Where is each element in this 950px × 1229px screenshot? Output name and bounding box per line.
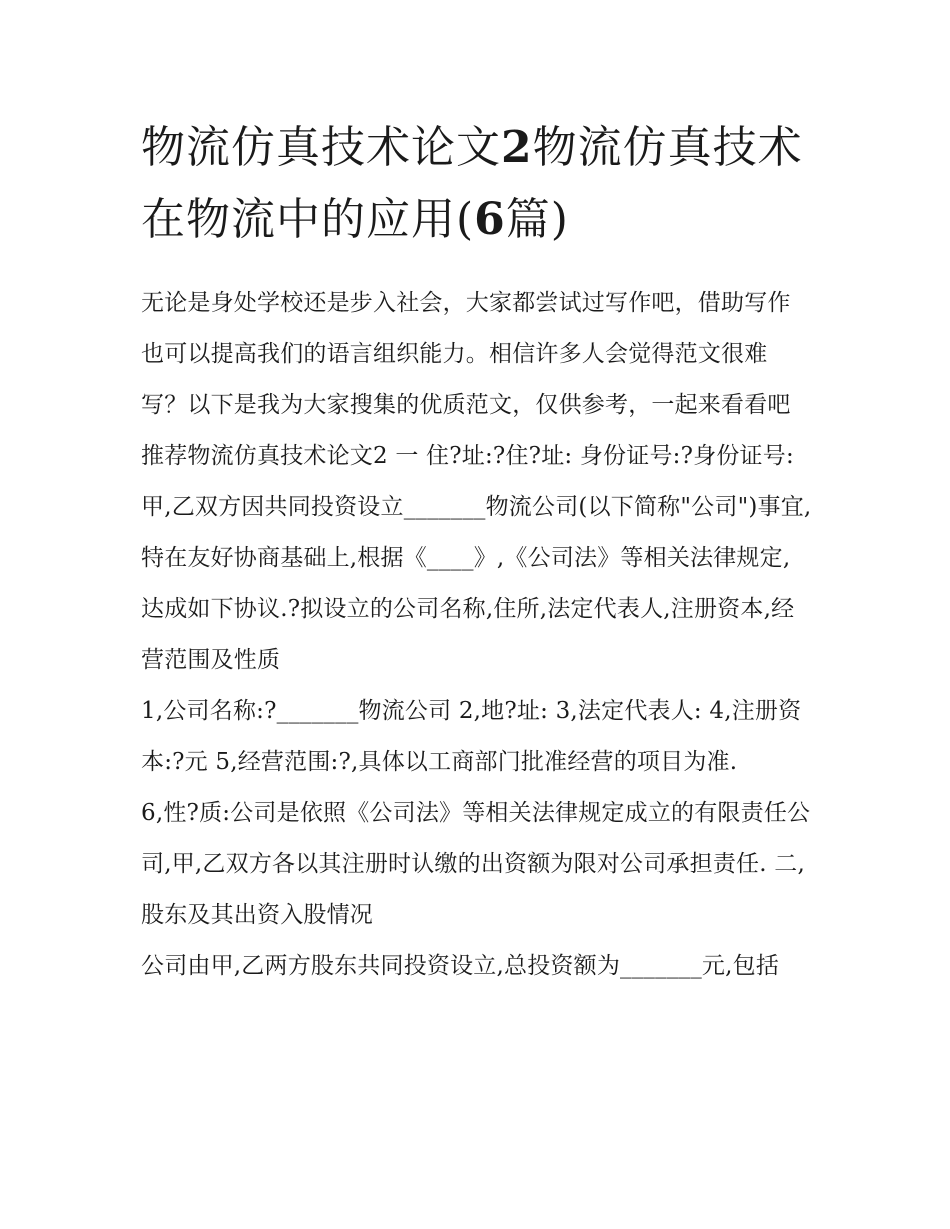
paragraph-intro: 无论是身处学校还是步入社会，大家都尝试过写作吧，借助写作也可以提高我们的语言组织能力。相信许多人会觉得范文很难写？以下是我为大家搜集的优质范文，仅供参考，一起来看看吧 (141, 290, 791, 418)
paragraph-investment: 公司由甲,乙两方股东共同投资设立,总投资额为_______元,包括 (141, 953, 780, 979)
paragraph-company-details: 1,公司名称:?_______物流公司 2,地?址: 3,法定代表人: 4,注册资本:?元 5,经营范围:?,具体以工商部门批准经营的项目为准. (141, 698, 802, 775)
document-page (141, 112, 813, 992)
paragraph-agreement-preamble: 甲,乙双方因共同投资设立_______物流公司(以下简称"公司")事宜,特在友好协商基础上,根据《____》,《公司法》等相关法律规定,达成如下协议.?拟设立的公司名称,住所,法定代表人,注册资本,经营范围及性质 (141, 494, 812, 673)
paragraph-recommend: 推荐物流仿真技术论文2 一 住?址:?住?址: 身份证号:?身份证号: (141, 443, 794, 469)
paragraph-company-nature: 6,性?质:公司是依照《公司法》等相关法律规定成立的有限责任公司,甲,乙双方各以其注册时认缴的出资额为限对公司承担责任. 二,股东及其出资入股情况 (141, 800, 811, 928)
document-title: 物流仿真技术论文2物流仿真技术在物流中的应用(6篇) (141, 122, 803, 245)
